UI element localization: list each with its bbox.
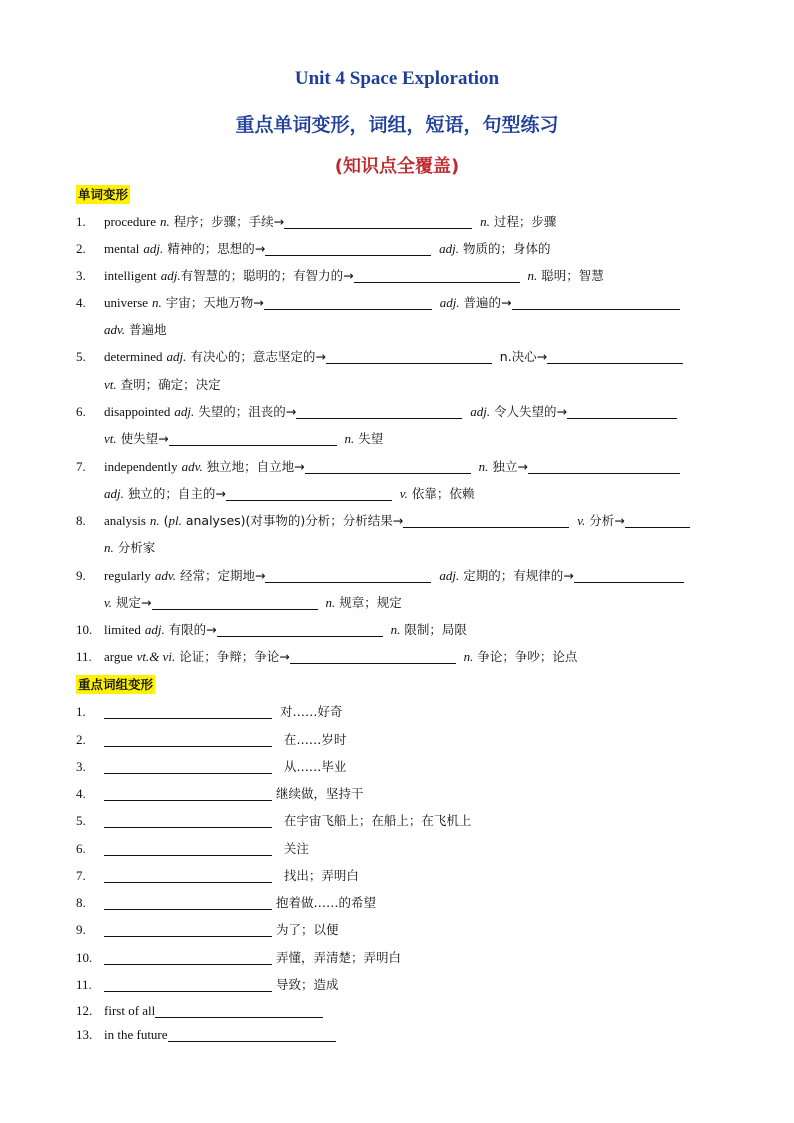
list-item-continuation: v. 规定→ n. 规章；规定: [104, 595, 402, 610]
answer-blank[interactable]: [625, 513, 690, 528]
list-item: 6. 关注: [76, 841, 309, 856]
list-item: 8. 抱着做……的希望: [76, 895, 376, 910]
answer-blank[interactable]: [104, 732, 272, 747]
answer-blank[interactable]: [104, 895, 272, 910]
list-item: 10. limited adj. 有限的→ n. 限制；局限: [76, 622, 467, 637]
answer-blank[interactable]: [104, 868, 272, 883]
list-item-continuation: adv. 普遍地: [104, 322, 167, 337]
answer-blank[interactable]: [104, 786, 272, 801]
answer-blank[interactable]: [104, 977, 272, 992]
list-item: 10. 弄懂，弄清楚；弄明白: [76, 950, 401, 965]
answer-blank[interactable]: [104, 922, 272, 937]
list-item: 3. intelligent adj.有智慧的；聪明的；有智力的→ n. 聪明；智慧: [76, 268, 604, 283]
answer-blank[interactable]: [155, 1003, 323, 1018]
section-heading-word-forms: 单词变形: [78, 187, 129, 202]
answer-blank[interactable]: [574, 568, 684, 583]
answer-blank[interactable]: [354, 268, 520, 283]
coverage-note: (知识点全覆盖): [334, 156, 460, 177]
list-item: 6. disappointed adj. 失望的；沮丧的→ adj. 令人失望的→: [76, 402, 677, 421]
section-heading-phrase-forms: 重点词组变形: [78, 677, 154, 692]
answer-blank[interactable]: [104, 841, 272, 856]
list-item: 7. independently adv. 独立地；自立地→ n. 独立→: [76, 457, 680, 476]
list-item: 5. determined adj. 有决心的；意志坚定的→ n.决心→: [76, 347, 683, 366]
list-item: 7. 找出；弄明白: [76, 868, 359, 883]
answer-blank[interactable]: [104, 759, 272, 774]
answer-blank[interactable]: [305, 459, 471, 474]
answer-blank[interactable]: [217, 622, 383, 637]
list-item: 2. mental adj. 精神的；思想的→ adj. 物质的；身体的: [76, 241, 551, 256]
list-item: 1. procedure n. 程序；步骤；手续→ n. 过程；步骤: [76, 214, 557, 229]
answer-blank[interactable]: [104, 950, 272, 965]
list-item: 1. 对……好奇: [76, 704, 343, 719]
unit-title: Unit 4 Space Exploration: [294, 68, 500, 89]
list-item: 2. 在……岁时: [76, 732, 347, 747]
answer-blank[interactable]: [403, 513, 569, 528]
list-item-continuation: vt. 查明；确定；决定: [104, 377, 221, 392]
answer-blank[interactable]: [512, 295, 680, 310]
worksheet-subtitle: 重点单词变形，词组，短语，句型练习: [235, 114, 559, 136]
answer-blank[interactable]: [290, 649, 456, 664]
answer-blank[interactable]: [567, 404, 677, 419]
answer-blank[interactable]: [104, 813, 272, 828]
list-item: 5. 在宇宙飞船上；在船上；在飞机上: [76, 813, 472, 828]
list-item-continuation: vt. 使失望→ n. 失望: [104, 431, 384, 446]
answer-blank[interactable]: [168, 1027, 336, 1042]
list-item: 8. analysis n. (pl. analyses)(对事物的)分析；分析结果→ v. 分析→: [76, 511, 690, 530]
list-item-continuation: n. 分析家: [104, 540, 156, 555]
answer-blank[interactable]: [284, 214, 472, 229]
list-item: 11. argue vt.& vi. 论证；争辩；争论→ n. 争论；争吵；论点: [76, 649, 578, 664]
answer-blank[interactable]: [169, 431, 337, 446]
list-item: 9. 为了；以便: [76, 922, 339, 937]
answer-blank[interactable]: [547, 349, 683, 364]
list-item: 4. universe n. 宇宙；天地万物→ adj. 普遍的→: [76, 293, 680, 312]
answer-blank[interactable]: [528, 459, 680, 474]
list-item: 13. in the future: [76, 1025, 336, 1044]
answer-blank[interactable]: [265, 568, 431, 583]
list-item-continuation: adj. 独立的；自主的→ v. 依靠；依赖: [104, 486, 475, 501]
answer-blank[interactable]: [104, 704, 272, 719]
list-item: 3. 从……毕业: [76, 759, 347, 774]
answer-blank[interactable]: [265, 241, 431, 256]
answer-blank[interactable]: [296, 404, 462, 419]
answer-blank[interactable]: [226, 486, 392, 501]
list-item: 9. regularly adv. 经常；定期地→ adj. 定期的；有规律的→: [76, 566, 684, 585]
list-item: 11. 导致；造成: [76, 977, 339, 992]
list-item: 4. 继续做，坚持干: [76, 786, 364, 801]
answer-blank[interactable]: [326, 349, 492, 364]
answer-blank[interactable]: [152, 595, 318, 610]
list-item: 12. first of all: [76, 1001, 323, 1020]
answer-blank[interactable]: [264, 295, 432, 310]
